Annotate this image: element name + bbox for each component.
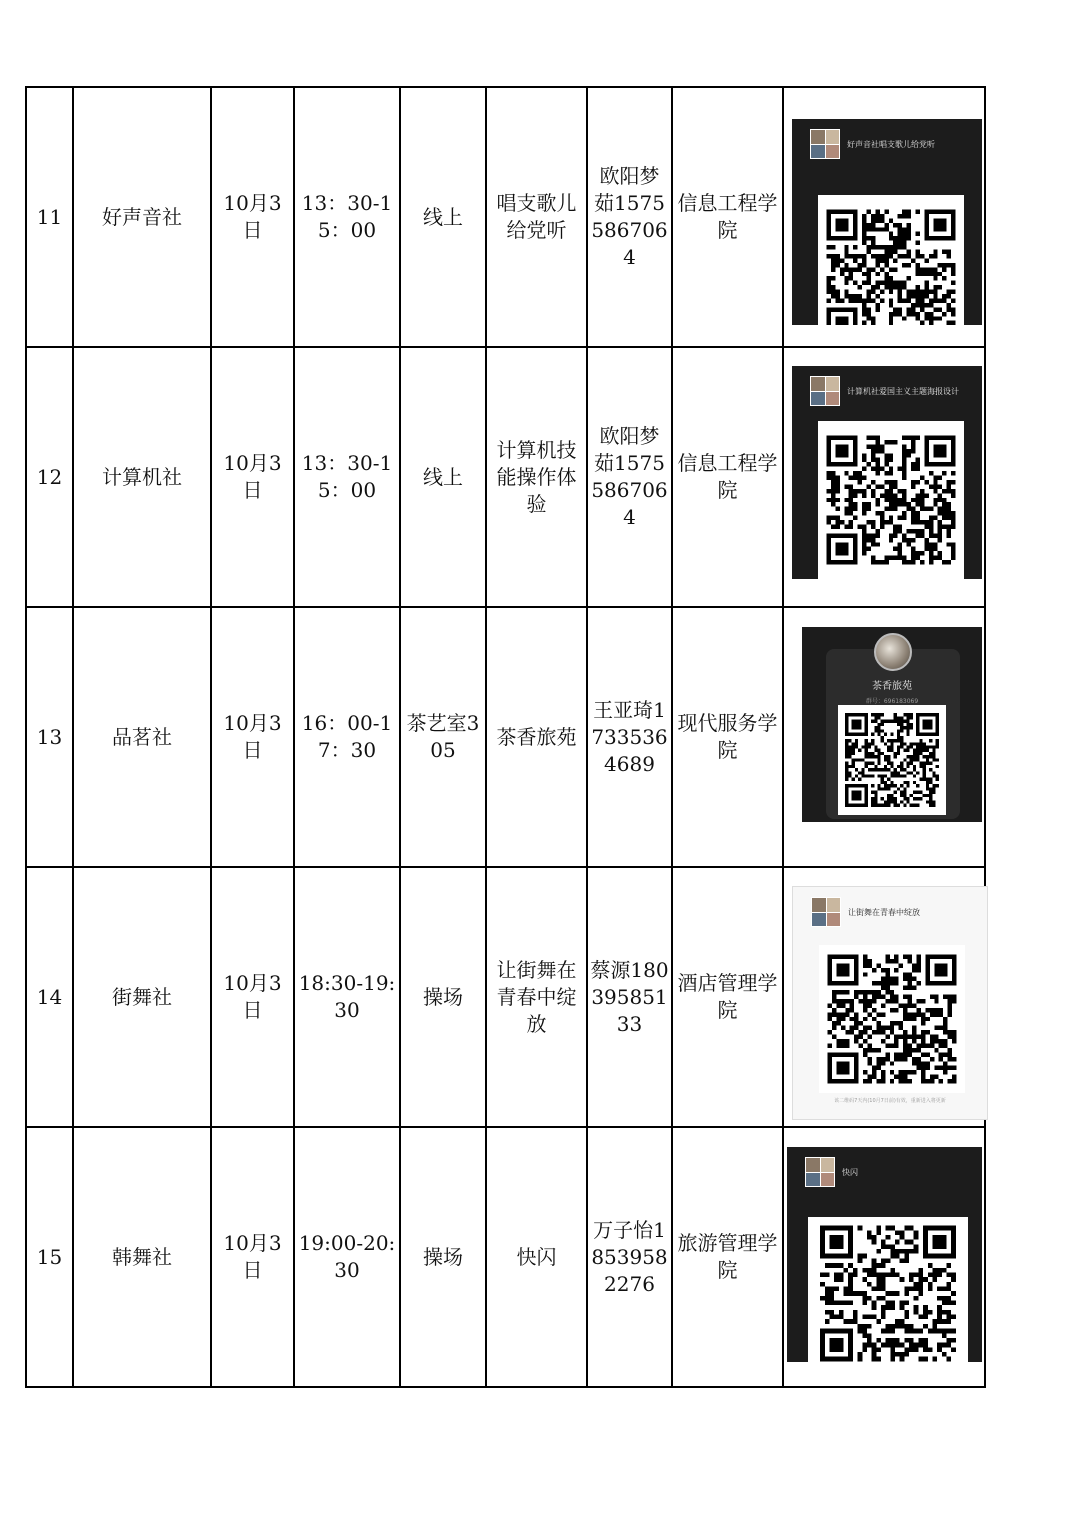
- row-number-cell: [26, 87, 73, 347]
- activity-name-cell: [486, 87, 587, 347]
- qr-code[interactable]: [819, 945, 965, 1093]
- club-name-cell: [73, 87, 211, 347]
- activity-time: 18:30-19:30: [298, 971, 396, 1022]
- activity-date: 10月3日: [223, 971, 282, 1022]
- activity-date-cell: [211, 1127, 294, 1387]
- activity-place-cell: [400, 347, 486, 607]
- row-number: 11: [36, 204, 63, 229]
- qr-validity-note: 该二维码7天内(10月7日前)有效，重新进入将更新: [834, 1098, 946, 1104]
- activity-place: 线上: [423, 464, 463, 489]
- activity-time-cell: [294, 607, 400, 867]
- college-name-cell: [672, 1127, 783, 1387]
- activity-time-cell: [294, 347, 400, 607]
- qr-code-cell: [783, 1127, 985, 1387]
- qr-card: [802, 627, 982, 822]
- contact-person: 万子怡18539582276: [591, 1217, 668, 1296]
- club-name: 街舞社: [112, 984, 172, 1009]
- qr-code-cell: [783, 87, 985, 347]
- qr-code[interactable]: [818, 195, 964, 325]
- activity-date: 10月3日: [223, 451, 282, 502]
- qr-card-header: [810, 129, 935, 159]
- activity-name: 唱支歌儿给党听: [496, 191, 577, 242]
- activity-date-cell: [211, 607, 294, 867]
- qr-card-title: 让街舞在青春中绽放: [848, 907, 920, 917]
- activity-date: 10月3日: [223, 1231, 282, 1282]
- activity-time-cell: [294, 87, 400, 347]
- activity-time: 16：00-17：30: [301, 711, 393, 762]
- college-name-cell: [672, 347, 783, 607]
- activity-date: 10月3日: [223, 711, 282, 762]
- activity-name: 让街舞在青春中绽放: [496, 957, 577, 1036]
- row-number: 13: [36, 724, 63, 749]
- club-name-cell: [73, 1127, 211, 1387]
- activity-date-cell: [211, 87, 294, 347]
- club-name-cell: [73, 867, 211, 1127]
- activity-time: 13：30-15：00: [301, 451, 393, 502]
- contact-person-cell: [587, 607, 672, 867]
- qr-card: [792, 886, 988, 1120]
- qr-card-title: 快闪: [842, 1167, 858, 1177]
- qr-card-header: [811, 897, 920, 927]
- qr-wrapper: [784, 349, 984, 605]
- activity-name: 计算机技能操作体验: [496, 437, 577, 516]
- qr-code-cell: [783, 347, 985, 607]
- table-body: [26, 87, 985, 1387]
- table-row: [26, 867, 985, 1127]
- college-name: 信息工程学院: [677, 451, 778, 502]
- group-avatar: [874, 633, 912, 671]
- qr-wrapper: [784, 1129, 984, 1385]
- qr-wrapper: [784, 89, 984, 345]
- group-name: 茶香旅苑: [872, 681, 912, 692]
- table-row: [26, 607, 985, 867]
- qr-card: [792, 119, 982, 325]
- qr-card-header: [810, 376, 959, 406]
- qr-code[interactable]: [818, 421, 964, 579]
- qr-wrapper: [784, 869, 984, 1125]
- qr-card-title: 好声音社唱支歌儿给党听: [847, 139, 935, 149]
- activity-name: 快闪: [516, 1244, 557, 1269]
- qr-wrapper: [784, 609, 984, 865]
- row-number-cell: [26, 607, 73, 867]
- activity-date: 10月3日: [223, 191, 282, 242]
- group-avatar: [810, 129, 840, 159]
- activity-time: 13：30-15：00: [301, 191, 393, 242]
- activity-time-cell: [294, 867, 400, 1127]
- activity-time-cell: [294, 1127, 400, 1387]
- group-avatar: [811, 897, 841, 927]
- college-name-cell: [672, 607, 783, 867]
- row-number-cell: [26, 867, 73, 1127]
- qr-card: [792, 366, 982, 579]
- contact-person: 欧阳梦茹15755867064: [591, 164, 668, 269]
- contact-person: 王亚琦17335364689: [591, 697, 668, 776]
- qr-card-title: 计算机社爱国主义主题海报设计: [847, 386, 959, 396]
- row-number-cell: [26, 347, 73, 607]
- college-name-cell: [672, 867, 783, 1127]
- row-number: 14: [36, 984, 63, 1009]
- activity-place-cell: [400, 87, 486, 347]
- group-avatar: [805, 1157, 835, 1187]
- club-name: 品茗社: [112, 724, 172, 749]
- activity-schedule-table: [25, 86, 986, 1388]
- college-name: 信息工程学院: [677, 191, 778, 242]
- activity-name-cell: [486, 867, 587, 1127]
- activity-place-cell: [400, 867, 486, 1127]
- qr-code-cell: [783, 867, 985, 1127]
- activity-name-cell: [486, 347, 587, 607]
- club-name: 计算机社: [102, 464, 182, 489]
- activity-place: 操场: [423, 1244, 463, 1269]
- table-row: [26, 87, 985, 347]
- group-avatar: [810, 376, 840, 406]
- contact-person-cell: [587, 347, 672, 607]
- club-name: 好声音社: [102, 204, 182, 229]
- qr-code[interactable]: [838, 705, 946, 815]
- qr-code-graphic: [812, 1221, 964, 1362]
- qr-code-graphic: [823, 949, 961, 1089]
- contact-person-cell: [587, 867, 672, 1127]
- activity-place: 操场: [423, 984, 463, 1009]
- activity-place: 线上: [423, 204, 463, 229]
- qr-code-graphic: [842, 709, 942, 811]
- group-number: 群号：696183069: [865, 698, 919, 705]
- club-name: 韩舞社: [112, 1244, 172, 1269]
- activity-name-cell: [486, 607, 587, 867]
- club-name-cell: [73, 607, 211, 867]
- qr-code-graphic: [822, 199, 960, 325]
- activity-place-cell: [400, 607, 486, 867]
- college-name: 现代服务学院: [677, 711, 778, 762]
- row-number-cell: [26, 1127, 73, 1387]
- row-number: 15: [36, 1244, 63, 1269]
- activity-time: 19:00-20:30: [298, 1231, 396, 1282]
- row-number: 12: [36, 464, 63, 489]
- activity-name: 茶香旅苑: [496, 724, 577, 749]
- contact-person-cell: [587, 1127, 672, 1387]
- qr-card: [787, 1147, 982, 1362]
- contact-person-cell: [587, 87, 672, 347]
- activity-name-cell: [486, 1127, 587, 1387]
- college-name: 酒店管理学院: [677, 971, 778, 1022]
- activity-place-cell: [400, 1127, 486, 1387]
- qr-code[interactable]: [808, 1217, 968, 1362]
- contact-person: 欧阳梦茹15755867064: [591, 424, 668, 529]
- qr-card-header: [805, 1157, 858, 1187]
- qr-code-graphic: [822, 425, 960, 575]
- college-name: 旅游管理学院: [677, 1231, 778, 1282]
- activity-date-cell: [211, 867, 294, 1127]
- table-row: [26, 1127, 985, 1387]
- activity-date-cell: [211, 347, 294, 607]
- qr-code-cell: [783, 607, 985, 867]
- college-name-cell: [672, 87, 783, 347]
- contact-person: 蔡源18039585133: [590, 957, 669, 1036]
- table-row: [26, 347, 985, 607]
- activity-place: 茶艺室305: [406, 711, 480, 762]
- club-name-cell: [73, 347, 211, 607]
